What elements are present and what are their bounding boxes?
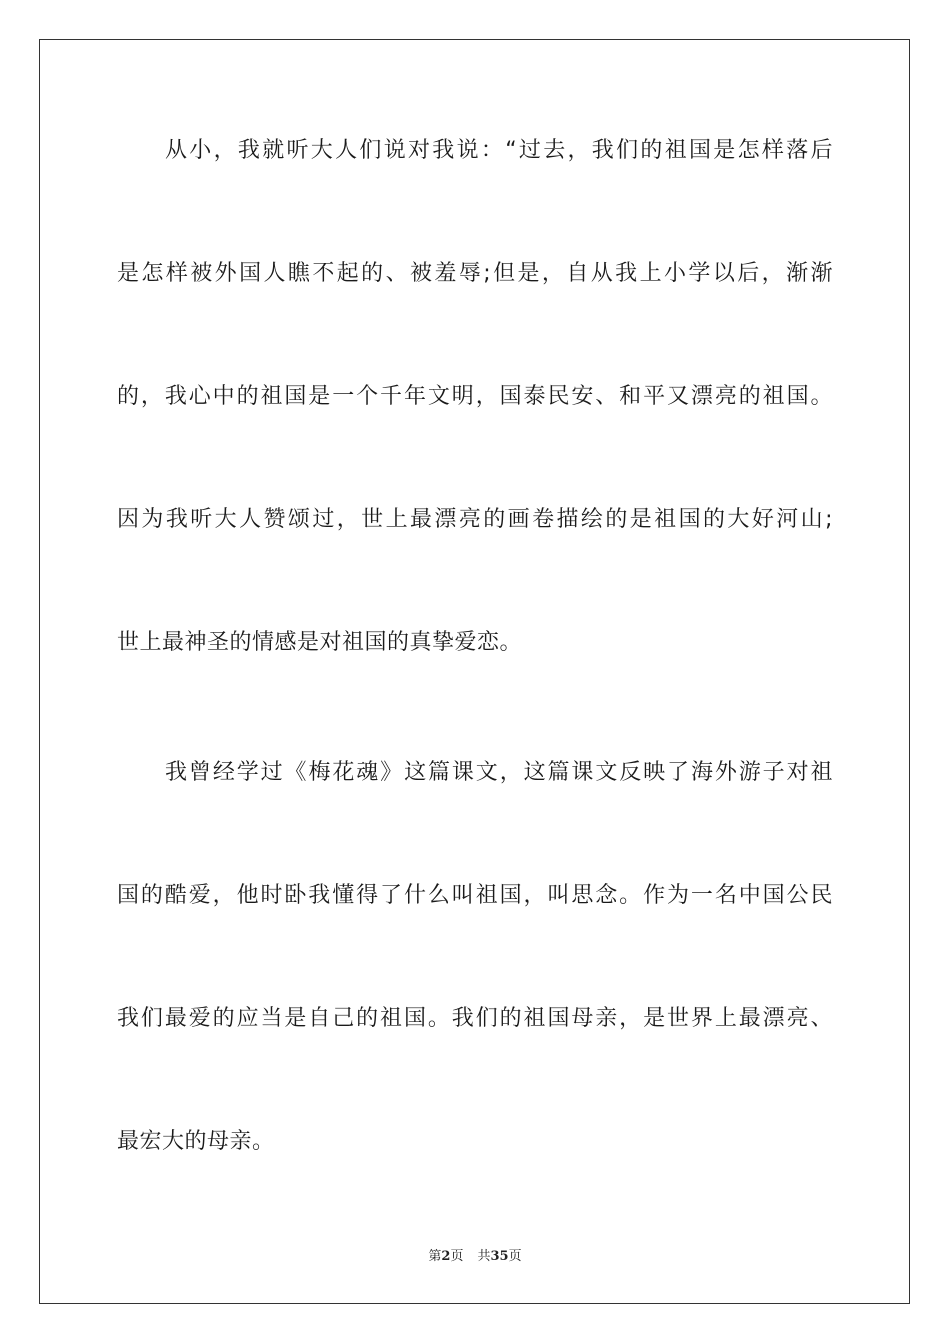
total-label-suffix: 页	[508, 1249, 522, 1264]
paragraph-1-line-1: 从小，我就听大人们说对我说：“过去，我们的祖国是怎样落后	[165, 138, 833, 163]
page-border	[39, 39, 910, 1304]
page-footer	[0, 1248, 950, 1266]
page-label-suffix: 页	[450, 1249, 464, 1264]
paragraph-1-line-5: 世上最神圣的情感是对祖国的真挚爱恋。	[117, 630, 523, 655]
paragraph-2-line-2: 国的酷爱，他时卧我懂得了什么叫祖国，叫思念。作为一名中国公民	[117, 883, 833, 908]
paragraph-2-line-3: 我们最爱的应当是自己的祖国。我们的祖国母亲，是世界上最漂亮、	[117, 1006, 833, 1031]
paragraph-1-line-4: 因为我听大人赞颂过，世上最漂亮的画卷描绘的是祖国的大好河山;	[117, 507, 833, 532]
page-label-prefix: 第	[428, 1249, 442, 1264]
total-pages: 35	[490, 1249, 509, 1264]
total-label-prefix: 共	[477, 1249, 491, 1264]
paragraph-1-line-3: 的，我心中的祖国是一个千年文明，国泰民安、和平又漂亮的祖国。	[117, 384, 833, 409]
paragraph-2-line-4: 最宏大的母亲。	[117, 1129, 275, 1154]
page-number: 2	[441, 1249, 451, 1264]
paragraph-1-line-2: 是怎样被外国人瞧不起的、被羞辱;但是，自从我上小学以后，渐渐	[117, 261, 833, 286]
paragraph-2-line-1: 我曾经学过《梅花魂》这篇课文，这篇课文反映了海外游子对祖	[165, 760, 833, 785]
